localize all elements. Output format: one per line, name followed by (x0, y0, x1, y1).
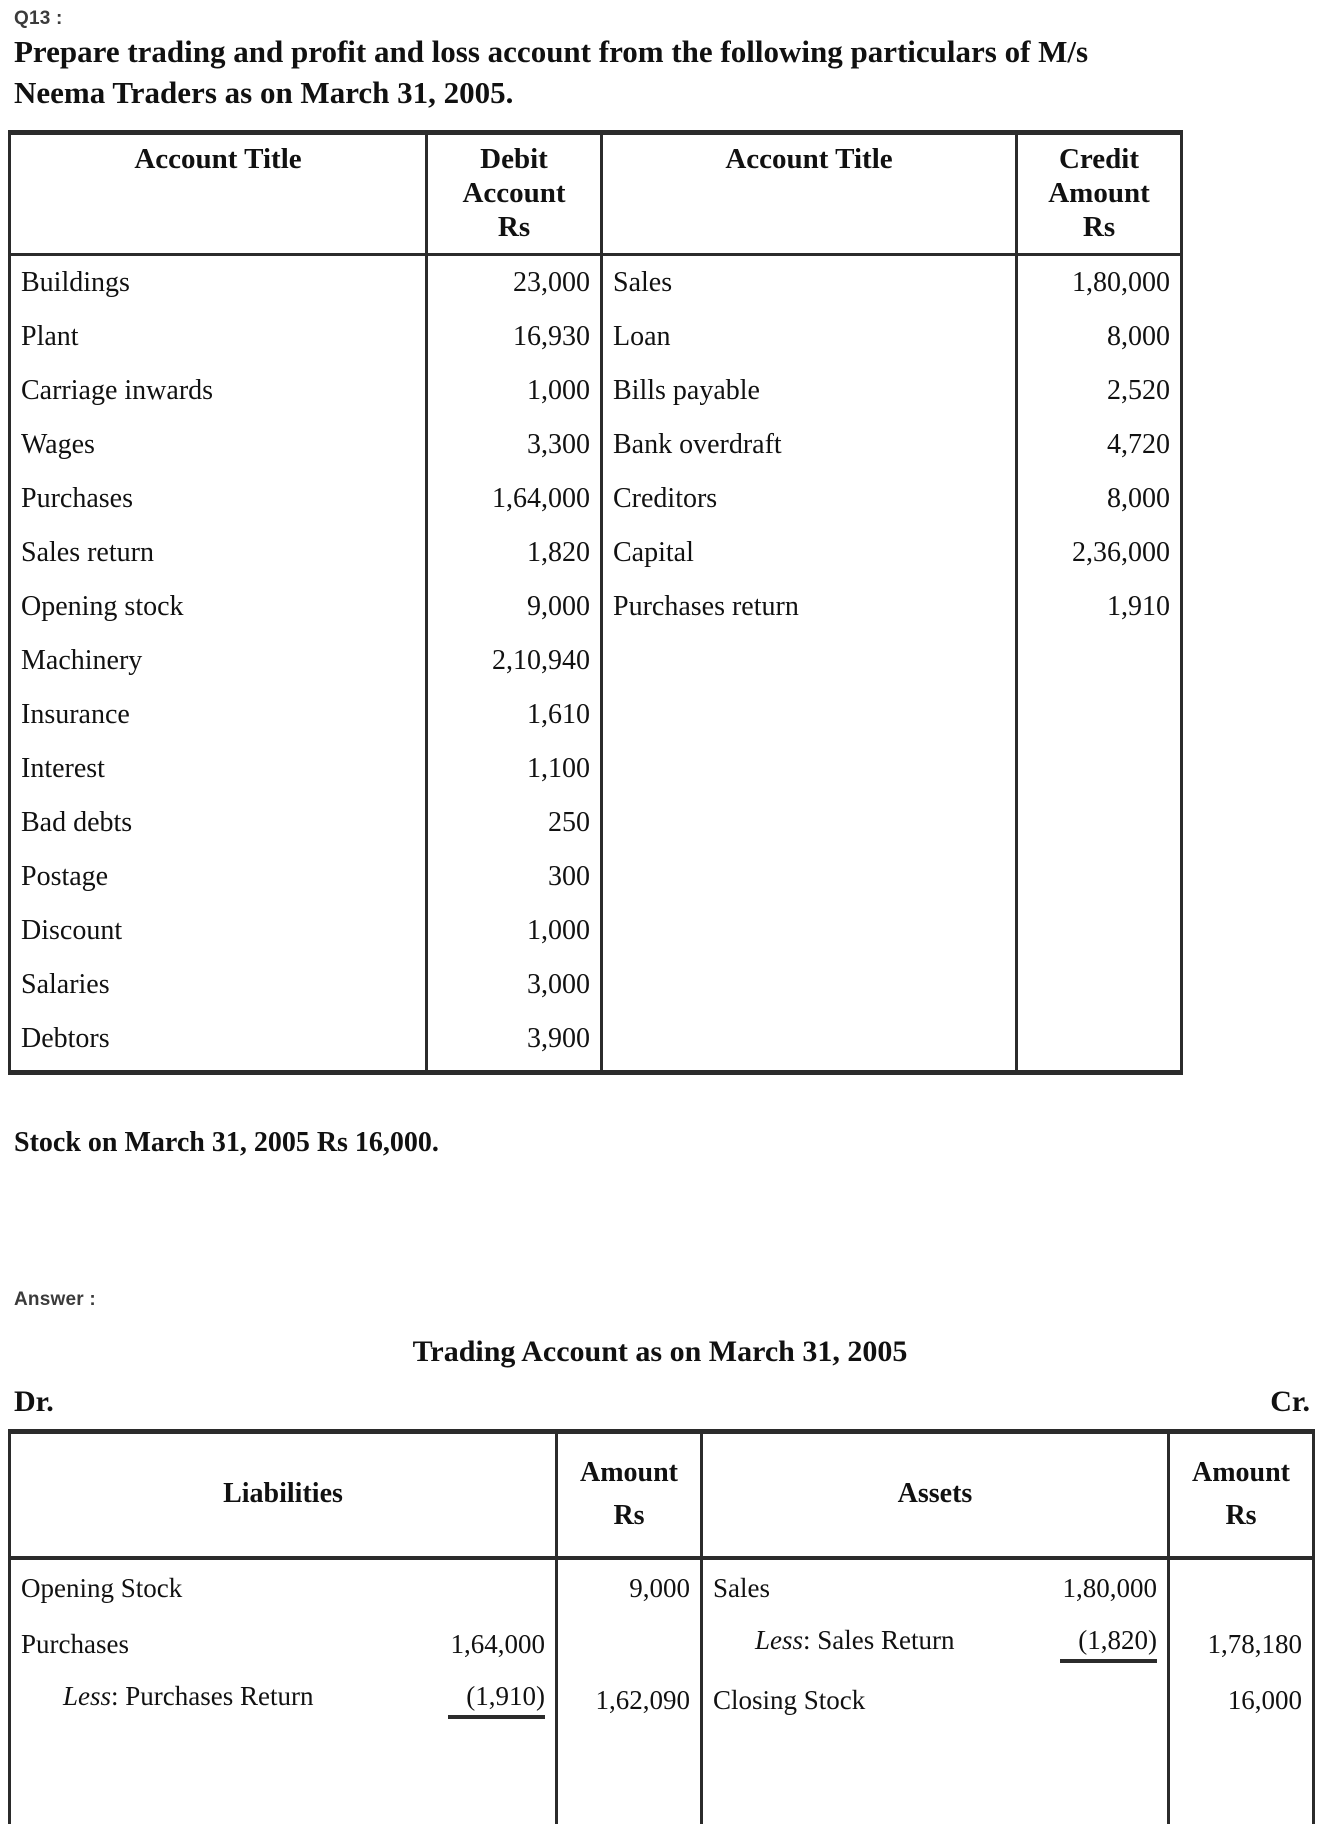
cell-debit-amount: 1,100 (427, 742, 602, 796)
cell-debit-amount: 16,930 (427, 310, 602, 364)
cell-asset-label (702, 1672, 1169, 1728)
cell-debit-amount: 23,000 (427, 255, 602, 311)
liability-label: Purchases (21, 1628, 129, 1659)
header-credit-line1: Credit (1058, 142, 1139, 175)
trial-balance-table (8, 130, 1183, 1076)
header-credit-amount (1017, 132, 1182, 255)
table-header-row (10, 132, 1182, 255)
table-row (10, 418, 1182, 472)
header-amount-left-line1: Amount (579, 1457, 678, 1489)
cell-empty (1169, 1728, 1314, 1824)
trial-balance-body (10, 255, 1182, 1073)
cell-credit-amount (1017, 958, 1182, 1012)
liability-label-prefix: Less (63, 1681, 112, 1712)
cell-debit-title: Bad debts (10, 796, 427, 850)
cell-debit-title: Plant (10, 310, 427, 364)
cell-liability-label (10, 1558, 557, 1616)
table-header-row (10, 1432, 1314, 1559)
asset-sub-amount: 1,80,000 (1062, 1572, 1157, 1603)
header-amount-right-line2: Rs (1225, 1500, 1257, 1532)
cell-credit-title: Loan (602, 310, 1017, 364)
cell-credit-amount: 1,80,000 (1017, 255, 1182, 311)
cell-liability-amount (557, 1616, 702, 1672)
cell-debit-amount: 300 (427, 850, 602, 904)
table-row (10, 796, 1182, 850)
table-row (10, 1672, 1314, 1728)
table-row (10, 958, 1182, 1012)
header-account-title-debit (10, 132, 427, 255)
question-text: Prepare trading and profit and loss account from the following particulars of M/s Neema Traders as on March 31, 2005. (14, 34, 1089, 110)
cell-debit-amount: 3,300 (427, 418, 602, 472)
cell-asset-amount (1169, 1558, 1314, 1616)
cell-debit-title: Discount (10, 904, 427, 958)
table-row (10, 688, 1182, 742)
cell-credit-amount (1017, 796, 1182, 850)
header-debit-line3: Rs (497, 211, 531, 244)
trial-balance-head (10, 132, 1182, 255)
cell-credit-title (602, 1012, 1017, 1073)
header-debit-line2: Account (462, 177, 566, 210)
cell-debit-amount: 3,900 (427, 1012, 602, 1073)
cell-debit-amount: 9,000 (427, 580, 602, 634)
cell-asset-amount: 1,78,180 (1169, 1616, 1314, 1672)
trading-account-body (10, 1558, 1314, 1824)
header-credit-line2: Amount (1048, 177, 1150, 210)
cell-credit-amount: 2,520 (1017, 364, 1182, 418)
table-row (10, 634, 1182, 688)
table-row (10, 310, 1182, 364)
debit-credit-markers (0, 1369, 1320, 1419)
cell-debit-title: Machinery (10, 634, 427, 688)
cell-credit-title (602, 904, 1017, 958)
asset-label: Sales (713, 1572, 770, 1603)
cell-debit-title: Wages (10, 418, 427, 472)
table-row (10, 904, 1182, 958)
cell-debit-title: Salaries (10, 958, 427, 1012)
header-account-title-credit (602, 132, 1017, 255)
cell-credit-title (602, 958, 1017, 1012)
trading-account-table (8, 1429, 1315, 1824)
header-amount-right (1169, 1432, 1314, 1559)
cell-debit-title: Sales return (10, 526, 427, 580)
cell-credit-title: Creditors (602, 472, 1017, 526)
cell-credit-amount (1017, 1012, 1182, 1073)
header-amount-right-line1: Amount (1191, 1457, 1290, 1489)
cell-liability-amount: 9,000 (557, 1558, 702, 1616)
cell-credit-title: Sales (602, 255, 1017, 311)
asset-label-prefix: Less (755, 1625, 804, 1656)
cell-credit-amount (1017, 850, 1182, 904)
cell-empty (10, 1728, 557, 1824)
cell-credit-amount (1017, 904, 1182, 958)
cell-debit-amount: 1,000 (427, 904, 602, 958)
table-row (10, 1012, 1182, 1073)
cell-debit-title: Opening stock (10, 580, 427, 634)
cell-debit-amount: 2,10,940 (427, 634, 602, 688)
asset-label: Less: Sales Return (755, 1625, 955, 1656)
table-row-filler (10, 1728, 1314, 1824)
asset-label: Closing Stock (713, 1684, 866, 1715)
trial-balance-table-wrapper (0, 130, 1320, 1076)
header-debit-line1: Debit (480, 142, 548, 175)
trading-account-head (10, 1432, 1314, 1559)
table-row (10, 255, 1182, 311)
table-row (10, 580, 1182, 634)
cell-credit-amount: 1,910 (1017, 580, 1182, 634)
header-assets: Assets (702, 1432, 1169, 1559)
header-amount-left-line2: Rs (613, 1500, 645, 1532)
header-amount-left (557, 1432, 702, 1559)
liability-label: Opening Stock (21, 1572, 183, 1603)
cell-credit-title (602, 688, 1017, 742)
cell-debit-title: Purchases (10, 472, 427, 526)
answer-label: Answer : (14, 1289, 96, 1311)
table-row (10, 526, 1182, 580)
cell-credit-title: Purchases return (602, 580, 1017, 634)
cell-credit-amount: 8,000 (1017, 472, 1182, 526)
cell-credit-title (602, 634, 1017, 688)
dr-marker: Dr. (14, 1385, 54, 1419)
header-liabilities: Liabilities (10, 1432, 557, 1559)
cell-credit-title (602, 742, 1017, 796)
header-account-title-debit-label: Account Title (134, 142, 302, 175)
cell-debit-amount: 1,820 (427, 526, 602, 580)
cell-debit-title: Debtors (10, 1012, 427, 1073)
cell-asset-label (702, 1558, 1169, 1616)
asset-sub-amount: (1,820) (1060, 1625, 1157, 1663)
liability-sub-amount: (1,910) (448, 1681, 545, 1719)
cr-marker: Cr. (1270, 1385, 1310, 1419)
answer-title: Trading Account as on March 31, 2005 (412, 1335, 908, 1369)
cell-debit-amount: 250 (427, 796, 602, 850)
cell-empty (702, 1728, 1169, 1824)
cell-credit-amount: 4,720 (1017, 418, 1182, 472)
cell-debit-amount: 3,000 (427, 958, 602, 1012)
cell-asset-label (702, 1616, 1169, 1672)
cell-debit-amount: 1,000 (427, 364, 602, 418)
cell-debit-title: Postage (10, 850, 427, 904)
header-account-title-credit-label: Account Title (725, 142, 893, 175)
cell-liability-amount: 1,62,090 (557, 1672, 702, 1728)
cell-debit-title: Insurance (10, 688, 427, 742)
cell-credit-amount: 8,000 (1017, 310, 1182, 364)
table-row (10, 472, 1182, 526)
cell-debit-title: Buildings (10, 255, 427, 311)
header-debit-amount (427, 132, 602, 255)
cell-credit-title (602, 850, 1017, 904)
cell-credit-title (602, 796, 1017, 850)
cell-credit-amount: 2,36,000 (1017, 526, 1182, 580)
cell-liability-label (10, 1672, 557, 1728)
closing-stock-note: Stock on March 31, 2005 Rs 16,000. (14, 1127, 439, 1159)
cell-credit-title: Bank overdraft (602, 418, 1017, 472)
cell-debit-title: Interest (10, 742, 427, 796)
cell-debit-amount: 1,610 (427, 688, 602, 742)
table-row (10, 742, 1182, 796)
cell-credit-title: Bills payable (602, 364, 1017, 418)
cell-liability-label (10, 1616, 557, 1672)
table-row (10, 1558, 1314, 1616)
liability-sub-amount: 1,64,000 (450, 1628, 545, 1659)
cell-debit-title: Carriage inwards (10, 364, 427, 418)
table-row (10, 364, 1182, 418)
question-label: Q13 : (14, 8, 63, 29)
cell-debit-amount: 1,64,000 (427, 472, 602, 526)
header-credit-line3: Rs (1082, 211, 1116, 244)
cell-empty (557, 1728, 702, 1824)
cell-credit-amount (1017, 688, 1182, 742)
cell-credit-amount (1017, 634, 1182, 688)
cell-credit-title: Capital (602, 526, 1017, 580)
liability-label: Less: Purchases Return (63, 1681, 314, 1712)
table-row (10, 850, 1182, 904)
cell-credit-amount (1017, 742, 1182, 796)
cell-asset-amount: 16,000 (1169, 1672, 1314, 1728)
table-row (10, 1616, 1314, 1672)
